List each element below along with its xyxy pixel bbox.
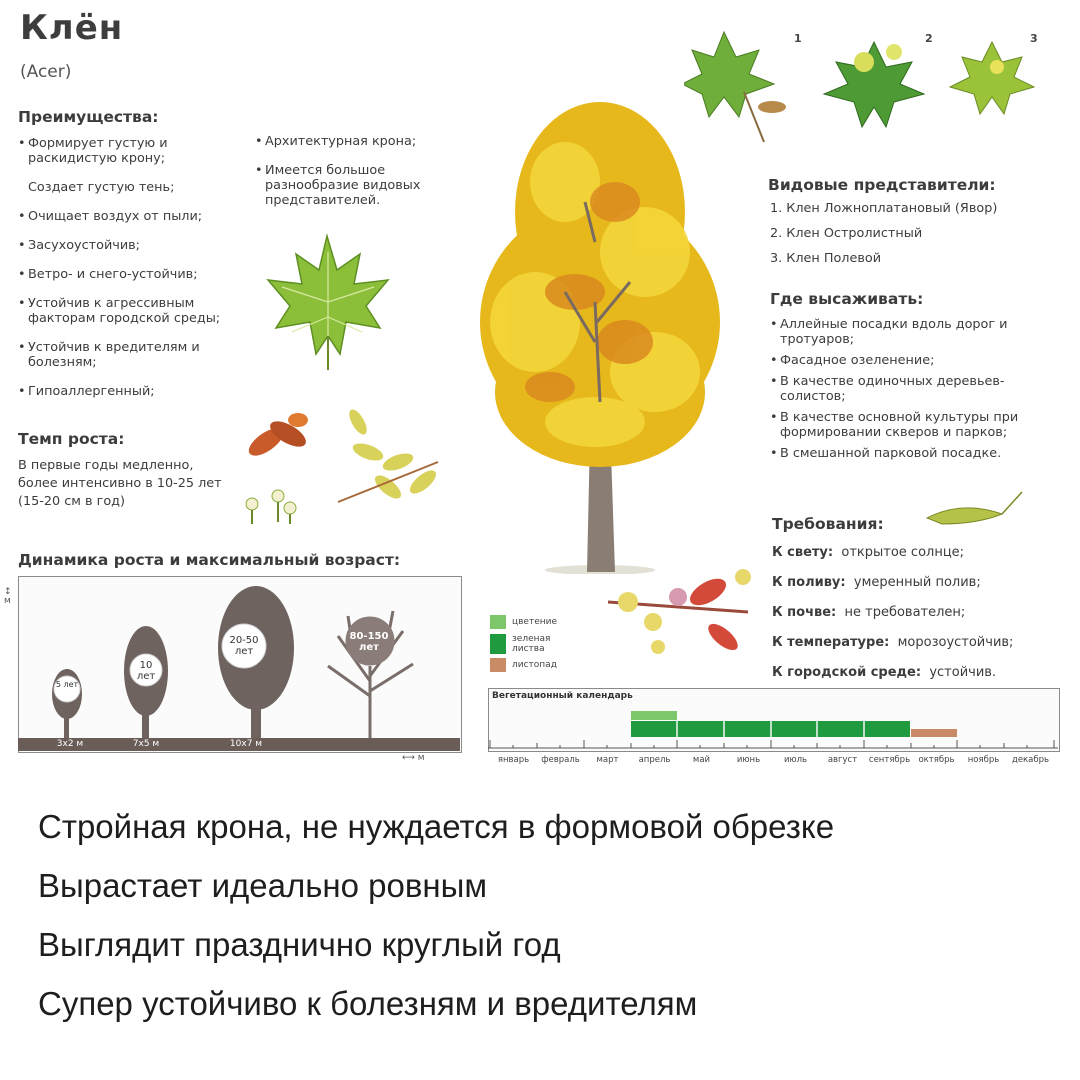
legend-swatch-leaf-fall bbox=[490, 658, 506, 672]
dynamics-heading: Динамика роста и максимальный возраст: bbox=[18, 551, 401, 569]
legend-label: листопад bbox=[512, 660, 557, 670]
calendar-month: январь bbox=[497, 755, 530, 765]
requirement-item: К свету: открытое солнце; bbox=[772, 545, 965, 560]
page-title: Клён bbox=[20, 8, 124, 48]
illustration-number: 2 bbox=[925, 32, 933, 45]
calendar-month: декабрь bbox=[1011, 755, 1050, 765]
species-illustrations bbox=[684, 22, 1064, 150]
latin-name: (Acer) bbox=[20, 62, 72, 82]
requirement-item: К температуре: морозоустойчив; bbox=[772, 635, 1014, 650]
calendar-month: октябрь bbox=[918, 755, 955, 765]
tree-age-label: 20-50 лет bbox=[229, 635, 259, 657]
tree-size-label: 10x7 м bbox=[229, 739, 263, 749]
horizontal-axis-label: ⟷ м bbox=[402, 753, 425, 763]
illustration-number: 3 bbox=[1030, 32, 1038, 45]
flowering-branch-illustration bbox=[598, 552, 763, 672]
calendar-bars bbox=[488, 700, 1058, 752]
benefit-line: Супер устойчиво к болезням и вредителям bbox=[38, 985, 698, 1022]
growth-rate-heading: Темп роста: bbox=[18, 430, 125, 448]
advantage-item: • Формирует густую и раскидистую крону; bbox=[18, 136, 233, 166]
calendar-month: июнь bbox=[736, 755, 761, 765]
seeds-flowers-illustration bbox=[238, 392, 463, 532]
advantage-item: • Архитектурная крона; bbox=[255, 134, 445, 149]
advantages-list-2 bbox=[255, 134, 445, 208]
requirements-heading: Требования: bbox=[772, 515, 884, 533]
advantages-heading: Преимущества: bbox=[18, 108, 159, 126]
where-item: • Фасадное озеленение; bbox=[770, 353, 1060, 368]
vertical-axis-label: ↕ м bbox=[4, 587, 12, 606]
advantages-list-1 bbox=[18, 136, 233, 399]
advantage-item: • Устойчив к агрессивным факторам городской среды; bbox=[18, 296, 233, 326]
calendar-month: апрель bbox=[638, 755, 671, 765]
benefit-line: Выглядит празднично круглый год bbox=[38, 926, 561, 963]
maple-tree-illustration bbox=[455, 92, 745, 574]
benefit-line: Стройная крона, не нуждается в формовой обрезке bbox=[38, 808, 835, 845]
growth-rate-text: В первые годы медленно, более интенсивно в 10-25 лет (15-20 см в год) bbox=[18, 458, 222, 509]
illustration-number: 1 bbox=[794, 32, 802, 45]
advantage-item: • Ветро- и снего-устойчив; bbox=[18, 267, 233, 282]
advantage-item: • Имеется большое разнообразие видовых представителей. bbox=[255, 163, 445, 208]
advantage-item: • Очищает воздух от пыли; bbox=[18, 209, 233, 224]
species-item: 3. Клен Полевой bbox=[770, 251, 882, 266]
where-item: • В качестве основной культуры при формировании скверов и парков; bbox=[770, 410, 1060, 440]
calendar-month: февраль bbox=[541, 755, 580, 765]
benefit-line: Вырастает идеально ровным bbox=[38, 867, 488, 904]
calendar-month: июль bbox=[783, 755, 808, 765]
legend-label: зеленая листва bbox=[512, 634, 551, 654]
advantage-item: Создает густую тень; bbox=[28, 180, 175, 195]
calendar-month: сентябрь bbox=[868, 755, 911, 765]
where-heading: Где высаживать: bbox=[770, 290, 924, 308]
where-item: • В смешанной парковой посадке. bbox=[770, 446, 1060, 461]
advantage-item: • Засухоустойчив; bbox=[18, 238, 233, 253]
tree-age-label: 5 лет bbox=[55, 680, 79, 689]
calendar-month: май bbox=[692, 755, 711, 765]
legend-swatch-foliage bbox=[490, 634, 506, 654]
legend-label: цветение bbox=[512, 617, 558, 627]
seed-illustration bbox=[922, 488, 1032, 533]
requirement-item: К поливу: умеренный полив; bbox=[772, 575, 981, 590]
tree-age-label: 80-150 лет bbox=[349, 631, 389, 653]
advantage-item: • Устойчив к вредителям и болезням; bbox=[18, 340, 233, 370]
tree-size-label: 3x2 м bbox=[56, 739, 84, 749]
calendar-month: август bbox=[827, 755, 858, 765]
where-item: • Аллейные посадки вдоль дорог и тротуаров; bbox=[770, 317, 1060, 347]
tree-size-label: 7x5 м bbox=[132, 739, 160, 749]
calendar-months bbox=[490, 755, 1060, 765]
legend-swatch-flowering bbox=[490, 615, 506, 629]
tree-age-label: 10 лет bbox=[136, 660, 156, 682]
species-item: 2. Клен Остролистный bbox=[770, 226, 923, 241]
species-heading: Видовые представители: bbox=[768, 176, 996, 194]
calendar-title: Вегетационный календарь bbox=[492, 691, 633, 701]
requirement-item: К городской среде: устойчив. bbox=[772, 665, 997, 680]
where-list bbox=[770, 317, 1060, 461]
species-item: 1. Клен Ложноплатановый (Явор) bbox=[770, 201, 998, 216]
requirements-list bbox=[772, 538, 1013, 688]
calendar-month: ноябрь bbox=[967, 755, 1000, 765]
requirement-item: К почве: не требователен; bbox=[772, 605, 966, 620]
where-item: • В качестве одиночных деревьев-солистов; bbox=[770, 374, 1060, 404]
calendar-month: март bbox=[596, 755, 619, 765]
advantage-item: • Гипоаллергенный; bbox=[18, 384, 233, 399]
tree-silhouettes bbox=[18, 586, 460, 746]
maple-leaf-illustration bbox=[262, 232, 392, 372]
